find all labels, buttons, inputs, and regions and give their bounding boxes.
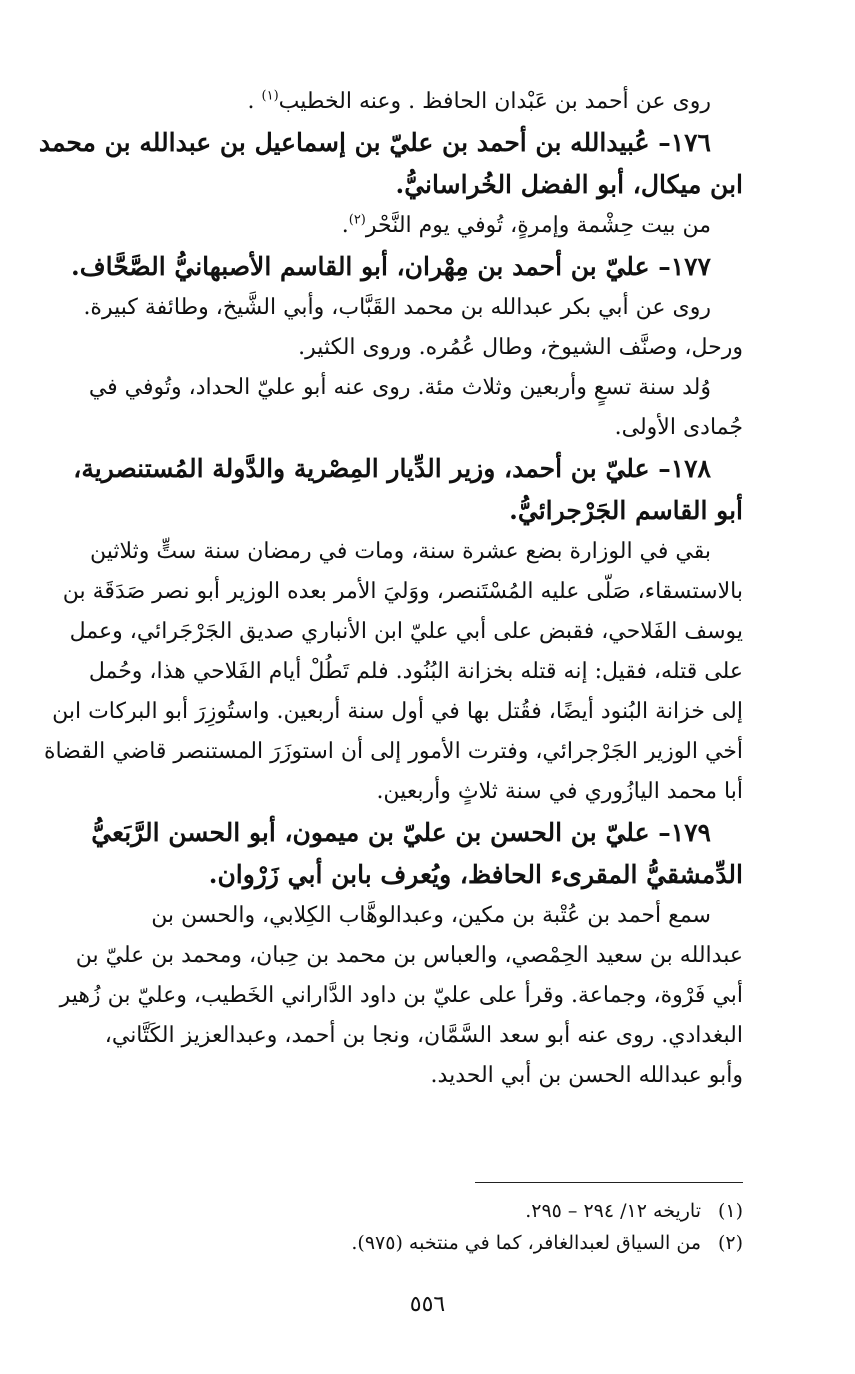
footnote-ref: (٢) <box>348 212 366 228</box>
footnote-2 <box>112 1227 743 1259</box>
text-line: أبا محمد اليازُوري في سنة ثلاثٍ وأربعين. <box>376 779 743 804</box>
entry-heading-177: ١٧٧– عليّ بن أحمد بن مِهْران، أبو القاسم الأصبهانيُّ الصَّحَّاف. <box>71 252 711 281</box>
main-text <box>38 82 743 1096</box>
entry-heading-176: ١٧٦– عُبيدالله بن أحمد بن عليّ بن إسماعيل بن عبدالله بن محمد <box>38 128 711 157</box>
text-line: وُلد سنة تسعٍ وأربعين وثلاث مئة. روى عنه أبو عليّ الحداد، وتُوفي في <box>88 375 711 400</box>
entry-heading-179: ١٧٩– عليّ بن الحسن بن عليّ بن ميمون، أبو الحسن الرَّبَعيُّ <box>91 818 711 847</box>
text-line: عبدالله بن سعيد الحِمْصي، والعباس بن محمد بن حِبان، ومحمد بن عليّ بن <box>75 943 743 968</box>
text-line: وأبو عبدالله الحسن بن أبي الحديد. <box>430 1063 743 1088</box>
entry-heading-179-cont: الدِّمشقيُّ المقرىء الحافظ، ويُعرف بابن أبي زَرْوان. <box>208 860 743 889</box>
text-line: البغدادي. روى عنه أبو سعد السَّمَّان، ونجا بن أحمد، وعبدالعزيز الكَتَّاني، <box>104 1023 743 1048</box>
text-line: ورحل، وصنَّف الشيوخ، وطال عُمُره. وروى الكثير. <box>298 335 743 360</box>
text-line: بالاستسقاء، صَلّى عليه المُسْتَنصر، ووَليَ الأمر بعده الوزير أبو نصر صَدَقَة بن <box>62 579 743 604</box>
text-span: . <box>247 89 262 114</box>
text-line: بقي في الوزارة بضع عشرة سنة، ومات في رمضان سنة ستٍّ وثلاثين <box>89 539 711 564</box>
text-line: على قتله، فقيل: إنه قتله بخزانة البُنُود. فلم تَطُلْ أيام الفَلاحي هذا، وحُمل <box>88 659 743 684</box>
text-span: من بيت حِشْمة وإمرةٍ، تُوفي يوم النَّحْر <box>365 213 711 238</box>
footnotes <box>112 1195 743 1259</box>
text-line: إلى خزانة البُنود أيضًا، فقُتل بها في أول سنة أربعين. واستُوزِرَ أبو البركات ابن <box>52 699 743 724</box>
text-line <box>112 206 743 246</box>
footnote-number: (٢) <box>717 1232 743 1254</box>
entry-heading-178: ١٧٨– عليّ بن أحمد، وزير الدِّيار المِصْرية والدَّولة المُستنصرية، <box>73 454 711 483</box>
text-line: أبي فَرْوة، وجماعة. وقرأ على عليّ بن داود الدَّاراني الخَطيب، وعليّ بن زُهير <box>59 983 743 1008</box>
text-span: . <box>341 213 349 238</box>
text-line: سمع أحمد بن عُتْبة بن مكين، وعبدالوهَّاب الكِلابي، والحسن بن <box>151 903 711 928</box>
footnote-divider <box>475 1182 743 1183</box>
text-line: جُمادى الأولى. <box>614 415 743 440</box>
footnote-number: (١) <box>717 1200 743 1222</box>
entry-heading-176-cont: ابن ميكال، أبو الفضل الخُراسانيُّ. <box>395 170 743 199</box>
text-line: أخي الوزير الجَرْجرائي، وفترت الأمور إلى أن استوزَرَ المستنصر قاضي القضاة <box>43 739 743 764</box>
footnote-1 <box>112 1195 743 1227</box>
text-span: روى عن أحمد بن عَبْدان الحافظ . وعنه الخطيب <box>278 89 711 114</box>
footnote-text: تاريخه ١٢/ ٢٩٤ – ٢٩٥. <box>525 1200 701 1222</box>
footnote-text: من السياق لعبدالغافر، كما في منتخبه (٩٧٥). <box>351 1232 701 1254</box>
footnote-ref: (١) <box>261 88 279 104</box>
page-number: ٥٥٦ <box>409 1292 446 1317</box>
entry-heading-178-cont: أبو القاسم الجَرْجرائيُّ. <box>509 496 743 525</box>
text-line <box>112 82 743 122</box>
text-line: يوسف الفَلاحي، فقبض على أبي عليّ ابن الأنباري صديق الجَرْجَرائي، وعمل <box>69 619 743 644</box>
text-line: روى عن أبي بكر عبدالله بن محمد القَبَّاب، وأبي الشَّيخ، وطائفة كبيرة. <box>83 295 711 320</box>
